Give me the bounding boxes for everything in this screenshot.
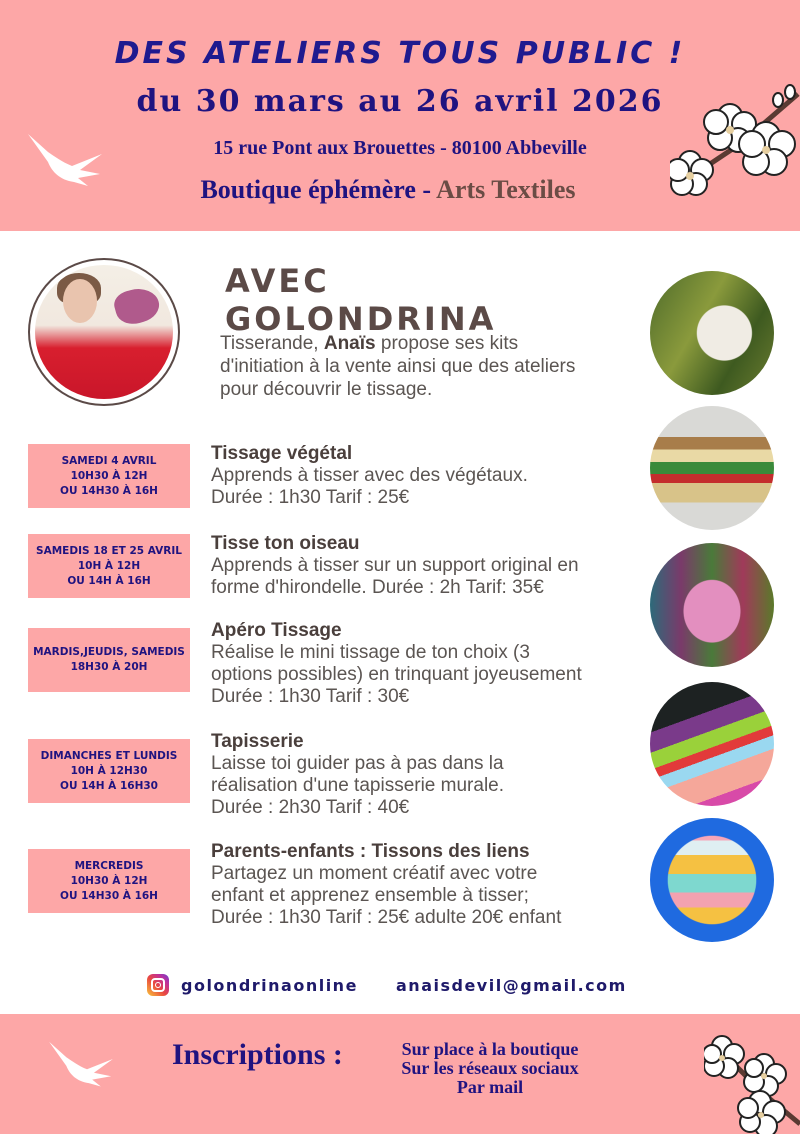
schedule-line: 18H30 À 20H	[70, 661, 148, 673]
instagram-icon	[147, 974, 169, 996]
inscription-option: Par mail	[456, 1077, 524, 1097]
workshop-desc: Apprends à tisser sur un support original en	[211, 555, 579, 576]
host-description	[220, 332, 580, 401]
workshop-desc: Réalise le mini tissage de ton choix (3	[211, 642, 530, 663]
host-desc-prefix: Tisserande,	[220, 333, 324, 354]
page-title: DES ATELIERS TOUS PUBLIC !	[114, 36, 686, 71]
workshop-title: Tisse ton oiseau	[211, 533, 360, 554]
workshop-price: forme d'hirondelle. Durée : 2h Tarif: 35€	[211, 577, 544, 598]
shop-label	[0, 175, 776, 205]
workshop-item	[211, 533, 651, 599]
workshop-desc: réalisation d'une tapisserie murale.	[211, 775, 505, 796]
workshop-item	[211, 841, 651, 929]
schedule-line: 10H30 À 12H	[70, 469, 148, 482]
schedule-badge	[28, 444, 190, 508]
schedule-badge	[28, 534, 190, 598]
schedule-badge	[28, 628, 190, 692]
kids-looms-photo	[650, 818, 774, 942]
schedule-line: OU 14H30 À 16H	[60, 889, 158, 902]
workshop-desc: options possibles) en trinquant joyeusement	[211, 664, 582, 685]
workshop-price: Durée : 1h30 Tarif : 30€	[211, 686, 410, 707]
schedule-line: OU 14H30 À 16H	[60, 484, 158, 497]
schedule-badge	[28, 739, 190, 803]
vegetal-weaving-photo	[650, 406, 774, 530]
workshop-price: Durée : 1h30 Tarif : 25€ adulte 20€ enfant	[211, 907, 562, 928]
workshop-price: Durée : 2h30 Tarif : 40€	[211, 797, 410, 818]
workshop-item	[211, 620, 651, 708]
inscriptions-label: Inscriptions :	[172, 1038, 343, 1071]
schedule-line: 10H30 À 12H	[70, 874, 148, 887]
workshop-title: Tapisserie	[211, 731, 304, 752]
shop-label-text: Boutique éphémère -	[200, 175, 437, 204]
avatar	[28, 258, 180, 406]
schedule-badge	[28, 849, 190, 913]
instagram-link[interactable]	[147, 973, 358, 997]
workshop-desc: Partagez un moment créatif avec votre	[211, 863, 538, 884]
email-address: anaisdevil@gmail.com	[396, 975, 627, 995]
inscription-option: Sur place à la boutique	[401, 1039, 579, 1059]
inscriptions-options	[370, 1040, 610, 1097]
workshop-title: Apéro Tissage	[211, 620, 342, 641]
shop-label-accent: Arts Textiles	[436, 175, 576, 204]
host-name: Anaïs	[323, 333, 376, 354]
portrait-photo	[35, 265, 173, 399]
instagram-handle: golondrinaonline	[181, 975, 358, 995]
cherry-blossom-icon	[704, 1034, 800, 1134]
weaving-kit-photo	[650, 271, 774, 395]
loom-weaving-photo	[650, 682, 774, 806]
schedule-line: 10H À 12H30	[70, 764, 148, 777]
schedule-line: MARDIS,JEUDIS, SAMEDIS	[33, 646, 185, 658]
workshop-item	[211, 443, 651, 509]
host-desc-suffix: propose ses kits d'initiation à la vente ainsi que des ateliers pour découvrir le tissage.	[220, 333, 576, 400]
inscription-option: Sur les réseaux sociaux	[401, 1058, 579, 1078]
event-address: 15 rue Pont aux Brouettes - 80100 Abbeville	[213, 137, 587, 159]
host-title: AVEC GOLONDRINA	[225, 262, 497, 338]
workshop-item	[211, 731, 651, 819]
event-dates: du 30 mars au 26 avril 2026	[136, 84, 664, 119]
schedule-line: OU 14H À 16H30	[60, 779, 158, 792]
bird-weaving-photo	[650, 543, 774, 667]
schedule-line: MERCREDIS	[74, 859, 144, 872]
workshop-title: Parents-enfants : Tissons des liens	[211, 841, 530, 862]
workshop-desc: Apprends à tisser avec des végétaux.	[211, 465, 528, 486]
schedule-line: 10H À 12H	[77, 559, 141, 572]
schedule-line: SAMEDI 4 AVRIL	[61, 454, 157, 467]
workshop-desc: enfant et apprenez ensemble à tisser;	[211, 885, 529, 906]
workshop-desc: Laisse toi guider pas à pas dans la	[211, 753, 504, 774]
email-link[interactable]	[396, 973, 627, 997]
schedule-line: SAMEDIS 18 ET 25 AVRIL	[36, 544, 182, 557]
swallow-icon	[46, 1040, 116, 1090]
schedule-line: DIMANCHES ET LUNDIS	[40, 749, 178, 762]
schedule-line: OU 14H À 16H	[67, 574, 151, 587]
workshop-price: Durée : 1h30 Tarif : 25€	[211, 487, 410, 508]
workshop-title: Tissage végétal	[211, 443, 353, 464]
